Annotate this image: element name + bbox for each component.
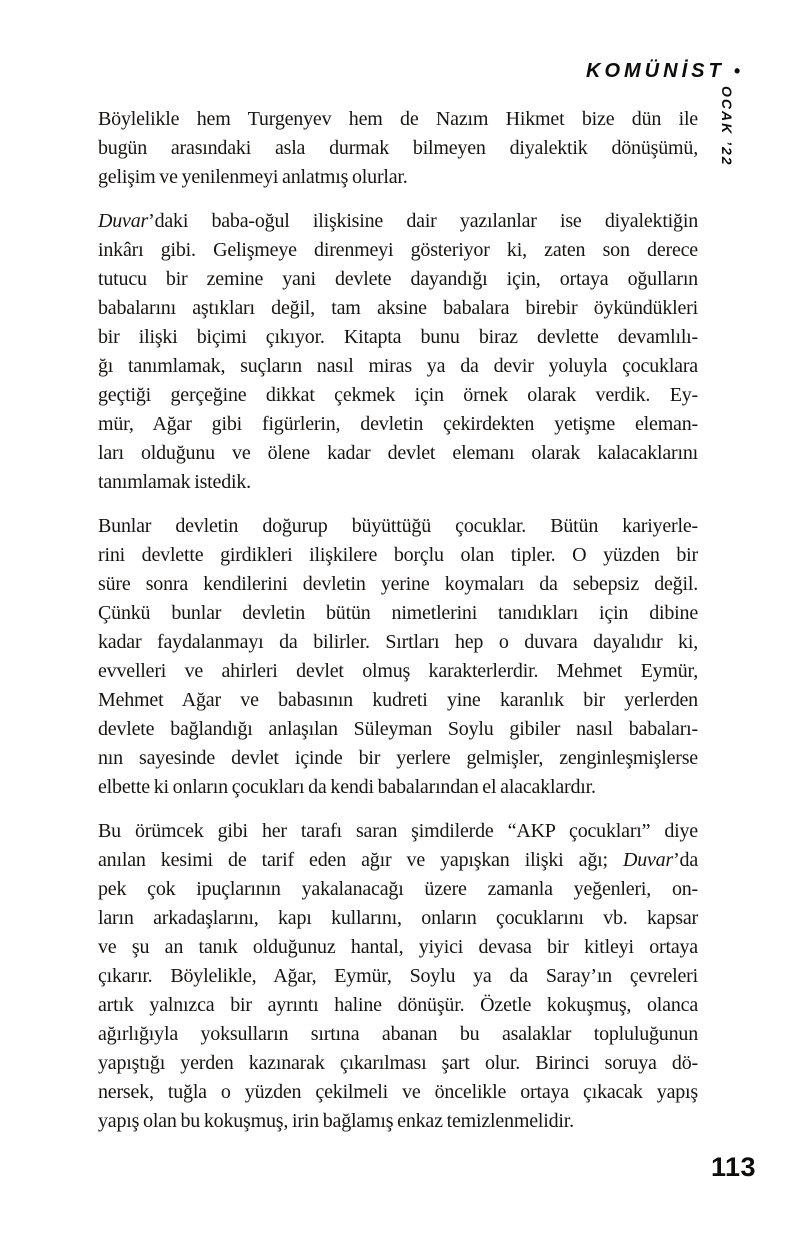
text-line: yapış olan bu kokuşmuş, irin bağlamış enkaz temizlenmelidir. — [98, 1110, 574, 1132]
text-line: Çünkü bunlar devletin bütün nimetlerini tanıdıkları için dibine — [98, 602, 698, 624]
text-line: devlete bağlandığı anlaşılan Süleyman Soylu gibiler nasıl babaları- — [98, 718, 698, 740]
text-line: süre sonra kendilerini devletin yerine koymaları da sebepsiz değil. — [98, 573, 698, 595]
text-line: ağırlığıyla yoksulların sırtına abanan bu asalaklar topluluğunun — [98, 1023, 698, 1045]
text-line: ları olduğunu ve ölene kadar devlet elemanı olarak kalacaklarını — [98, 442, 698, 464]
text-line: nın sayesinde devlet içinde bir yerlere gelmişler, zenginleşmişlerse — [98, 747, 698, 769]
text-line: evvelleri ve ahirleri devlet olmuş karakterlerdir. Mehmet Eymür, — [98, 660, 698, 682]
paragraph — [98, 105, 698, 192]
text-line: elbette ki onların çocukları da kendi babalarından el alacaklardır. — [98, 776, 596, 798]
text-line: gelişim ve yenilenmeyi anlatmış olurlar. — [98, 166, 408, 188]
text-line: inkârı gibi. Gelişmeye direnmeyi gösteriyor ki, zaten son derece — [98, 239, 698, 261]
text-line: yapıştığı yerden kazınarak çıkarılması şart olur. Birinci soruya dö- — [98, 1052, 698, 1074]
text-line: rini devlette girdikleri ilişkilere borçlu olan tipler. O yüzden bir — [98, 544, 698, 566]
paragraph — [98, 512, 698, 802]
text-line: kadar faydalanmayı da bilirler. Sırtları hep o duvara dayalıdır ki, — [98, 631, 698, 653]
text-line: Duvar’daki baba-oğul ilişkisine dair yazılanlar ise diyalektiğin — [98, 210, 698, 232]
text-line: bir ilişki biçimi çıkıyor. Kitapta bunu biraz devlette devamlılı- — [98, 326, 698, 348]
text-line: Böylelikle hem Turgenyev hem de Nazım Hikmet bize dün ile — [98, 108, 698, 130]
page-number: 113 — [710, 1152, 756, 1182]
text-line: çıkarır. Böylelikle, Ağar, Eymür, Soylu ya da Saray’ın çevreleri — [98, 965, 698, 987]
text-line: anılan kesimi de tarif eden ağır ve yapışkan ilişki ağı; Duvar’da — [98, 849, 698, 871]
text-line: artık yalnızca bir ayrıntı haline dönüşür. Özetle kokuşmuş, olanca — [98, 994, 698, 1016]
journal-title-text: KOMÜNİST — [586, 60, 725, 82]
page-header — [586, 60, 740, 82]
text-line: pek çok ipuçlarının yakalanacağı üzere zamanla yeğenleri, on- — [98, 878, 698, 900]
text-line: mür, Ağar gibi figürlerin, devletin çekirdekten yetişme eleman- — [98, 413, 698, 435]
text-line: ların arkadaşlarını, kapı kullarını, onların çocuklarını vb. kapsar — [98, 907, 698, 929]
text-line: tutucu bir zemine yani devlete dayandığı için, ortaya oğulların — [98, 268, 698, 290]
bullet-separator: • — [733, 61, 740, 81]
text-line: geçtiği gerçeğine dikkat çekmek için örnek olarak verdik. Ey- — [98, 384, 698, 406]
text-line: bugün arasındaki asla durmak bilmeyen diyalektik dönüşümü, — [98, 137, 698, 159]
issue-date: OCAK ’22 — [719, 86, 735, 167]
text-line: tanımlamak istedik. — [98, 471, 251, 493]
text-line: babalarını aştıkları değil, tam aksine babalara birebir öykündükleri — [98, 297, 698, 319]
paragraph — [98, 817, 698, 1136]
article — [98, 105, 698, 1136]
journal-title — [586, 60, 740, 82]
text-line: Mehmet Ağar ve babasının kudreti yine karanlık bir yerlerden — [98, 689, 698, 711]
text-line: Bunlar devletin doğurup büyüttüğü çocuklar. Bütün kariyerle- — [98, 515, 698, 537]
text-line: Bu örümcek gibi her tarafı saran şimdilerde “AKP çocukları” diye — [98, 820, 698, 842]
text-line: nersek, tuğla o yüzden çekilmeli ve öncelikle ortaya çıkacak yapış — [98, 1081, 698, 1103]
paragraph — [98, 207, 698, 497]
text-line: ğı tanımlamak, suçların nasıl miras ya da devir yoluyla çocuklara — [98, 355, 698, 377]
text-line: ve şu an tanık olduğunuz hantal, yiyici devasa bir kitleyi ortaya — [98, 936, 698, 958]
